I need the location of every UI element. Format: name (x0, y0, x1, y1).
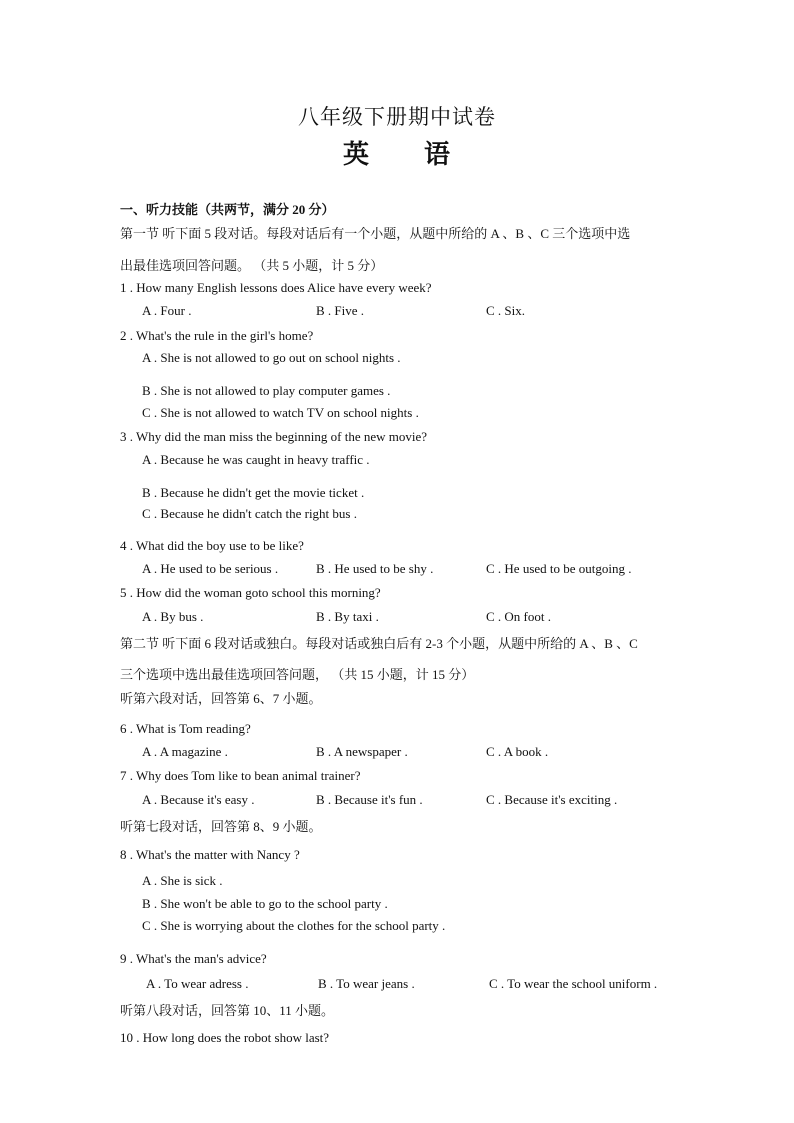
question-3-option-b: B . Because he didn't get the movie ticket . (142, 485, 365, 500)
question-2-option-a: A . She is not allowed to go out on school nights . (142, 350, 401, 365)
question-3-option-c: C . Because he didn't catch the right bus . (142, 506, 357, 521)
question-4-option-c: C . He used to be outgoing . (486, 561, 632, 576)
dialogue-8-instruction: 听第八段对话，回答第 10、11 小题。 (120, 1003, 335, 1018)
question-3-option-a: A . Because he was caught in heavy traffic . (142, 452, 370, 467)
question-4-option-b: B . He used to be shy . (316, 561, 434, 576)
question-7-option-a: A . Because it's easy . (142, 792, 255, 807)
question-9-option-c: C . To wear the school uniform . (489, 976, 658, 991)
question-6-option-a: A . A magazine . (142, 744, 228, 759)
part1-heading: 一、听力技能（共两节，满分 20 分） (120, 202, 335, 217)
question-6-option-b: B . A newspaper . (316, 744, 408, 759)
question-8-option-b: B . She won't be able to go to the school party . (142, 896, 388, 911)
question-4-option-a: A . He used to be serious . (142, 561, 279, 576)
dialogue-7-instruction: 听第七段对话，回答第 8、9 小题。 (120, 819, 322, 834)
question-6-option-c: C . A book . (486, 744, 549, 759)
question-6-stem: 6 . What is Tom reading? (120, 721, 251, 736)
question-8-option-a: A . She is sick . (142, 873, 223, 888)
question-4-stem: 4 . What did the boy use to be like? (120, 538, 304, 553)
question-2-stem: 2 . What's the rule in the girl's home? (120, 328, 314, 343)
question-1-stem: 1 . How many English lessons does Alice have every week? (120, 280, 432, 295)
question-1-option-b: B . Five . (316, 303, 365, 318)
question-1-option-a: A . Four . (142, 303, 192, 318)
question-2-option-c: C . She is not allowed to watch TV on school nights . (142, 405, 419, 420)
exam-title: 八年级下册期中试卷 (298, 105, 496, 129)
question-5-option-a: A . By bus . (142, 609, 204, 624)
question-9-stem: 9 . What's the man's advice? (120, 951, 267, 966)
question-8-option-c: C . She is worrying about the clothes for the school party . (142, 918, 446, 933)
question-7-option-c: C . Because it's exciting . (486, 792, 618, 807)
question-9-option-b: B . To wear jeans . (318, 976, 415, 991)
question-9-option-a: A . To wear adress . (146, 976, 249, 991)
question-2-option-b: B . She is not allowed to play computer games . (142, 383, 391, 398)
section1-instruction-line1: 第一节 听下面 5 段对话。每段对话后有一个小题，从题中所给的 A 、B 、C 三个选项中选 (120, 226, 631, 241)
section1-instruction-line2: 出最佳选项回答问题。 （共 5 小题，计 5 分） (120, 258, 384, 273)
question-5-option-c: C . On foot . (486, 609, 551, 624)
question-5-option-b: B . By taxi . (316, 609, 379, 624)
section2-instruction-line2: 三个选项中选出最佳选项回答问题， （共 15 小题，计 15 分） (120, 667, 475, 682)
question-10-stem: 10 . How long does the robot show last? (120, 1030, 330, 1045)
question-3-stem: 3 . Why did the man miss the beginning of the new movie? (120, 429, 428, 444)
section2-instruction-line1: 第二节 听下面 6 段对话或独白。每段对话或独白后有 2-3 个小题，从题中所给的 A 、B 、C (120, 636, 638, 651)
question-8-stem: 8 . What's the matter with Nancy ? (120, 847, 300, 862)
question-7-stem: 7 . Why does Tom like to bean animal trainer? (120, 768, 361, 783)
question-5-stem: 5 . How did the woman goto school this morning? (120, 585, 381, 600)
question-1-option-c: C . Six. (486, 303, 526, 318)
dialogue-6-instruction: 听第六段对话，回答第 6、7 小题。 (120, 691, 322, 706)
question-7-option-b: B . Because it's fun . (316, 792, 423, 807)
subject-title: 英 语 (342, 140, 451, 170)
